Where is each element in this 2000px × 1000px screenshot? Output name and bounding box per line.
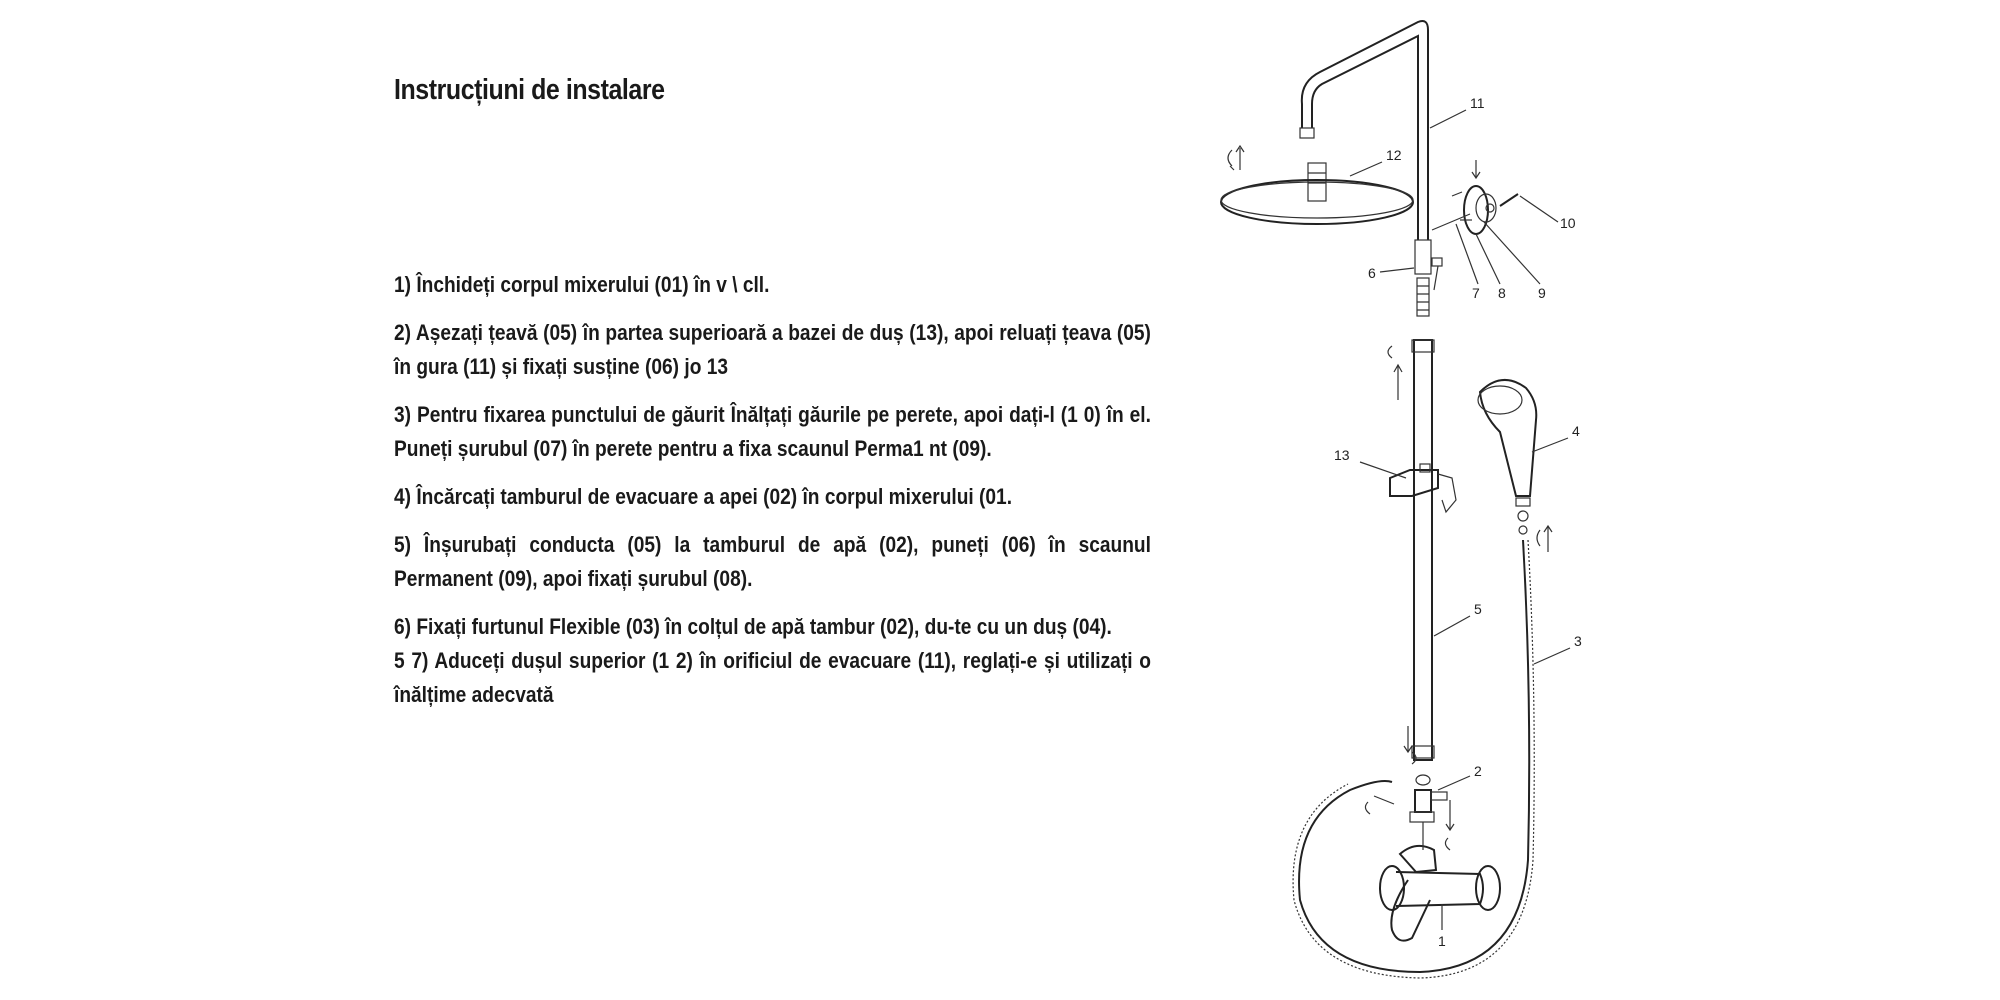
shower-assembly-diagram: [1180, 0, 1600, 1000]
label-2: 2: [1474, 763, 1482, 779]
instruction-list: [394, 268, 1151, 726]
mixer-body: [1380, 822, 1500, 941]
label-11: 11: [1470, 95, 1485, 111]
label-7: 7: [1472, 285, 1480, 301]
label-5: 5: [1474, 601, 1482, 617]
label-13: 13: [1334, 447, 1350, 463]
overhead-shower-head: [1221, 146, 1413, 224]
label-1: 1: [1438, 933, 1446, 949]
page-title: Instrucțiuni de instalare: [394, 74, 665, 106]
step-6: 6) Fixați furtunul Flexible (03) în colțul de apă tambur (02), du-te cu un duș (04).: [394, 614, 1112, 639]
diverter-part: [1365, 726, 1454, 850]
label-9: 9: [1538, 285, 1546, 301]
step-7: 5 7) Aduceți dușul superior (1 2) în orificiul de evacuare (11), reglați-e și utilizați o înălțime adecvată: [394, 648, 1151, 707]
label-6: 6: [1368, 265, 1376, 281]
label-10: 10: [1560, 215, 1576, 231]
label-12: 12: [1386, 147, 1402, 163]
part-callouts: [1334, 95, 1582, 949]
step-2: 2) Așezați țeavă (05) în partea superioară a bazei de duș (13), apoi reluați țeava (05) în gura (11) și fixați susține (06) jo 13: [394, 320, 1151, 379]
step-4: 4) Încărcați tamburul de evacuare a apei (02) în corpul mixerului (01.: [394, 484, 1013, 509]
upper-arm-part: [1300, 21, 1428, 240]
label-4: 4: [1572, 423, 1580, 439]
label-3: 3: [1574, 633, 1582, 649]
step-1: 1) Închideți corpul mixerului (01) în v \ cll.: [394, 272, 770, 297]
step-3: 3) Pentru fixarea punctului de găurit Înălțați găurile pe perete, apoi dați-l (1 0) în el. Puneți șurubul (07) în perete pentru a fixa scaunul Perma1 nt (09).: [394, 402, 1151, 461]
hand-shower: [1478, 380, 1552, 552]
slider-holder: [1390, 464, 1456, 512]
sliding-bar: [1388, 340, 1434, 760]
step-5: 5) Înșurubați conducta (05) la tamburul de apă (02), puneți (06) în scaunul Permanent (09), apoi fixați șurubul (08).: [394, 532, 1151, 591]
label-8: 8: [1498, 285, 1506, 301]
